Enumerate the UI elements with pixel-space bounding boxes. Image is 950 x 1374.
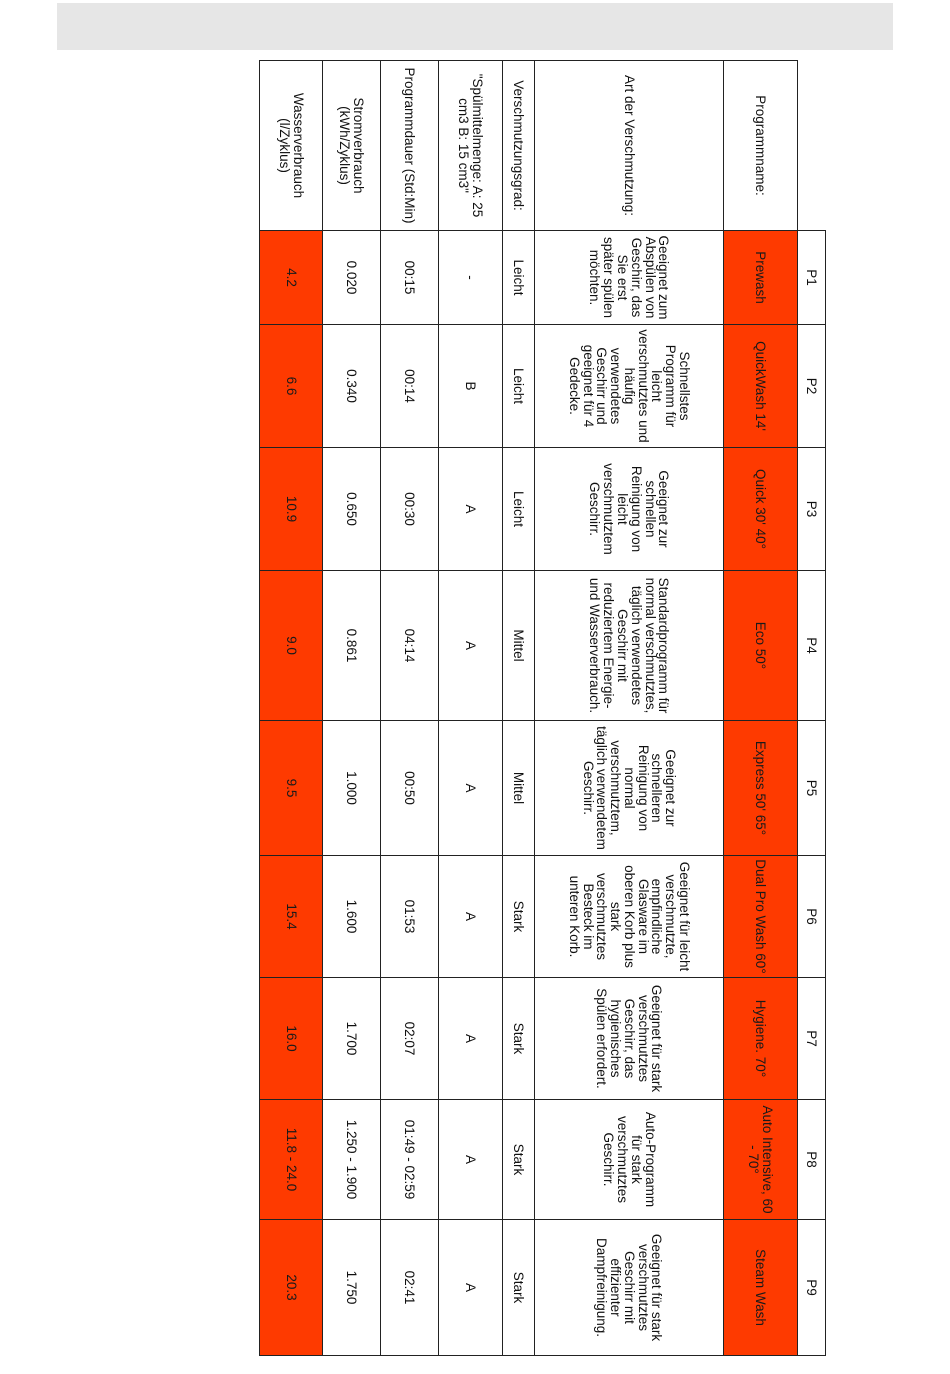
duration-cell: 04:14: [381, 571, 439, 721]
detergent-cell: -: [439, 231, 503, 325]
detergent-cell: A: [439, 978, 503, 1100]
program-id-cell: P2: [798, 325, 826, 448]
program-id-cell: P9: [798, 1220, 826, 1356]
energy-cell: 1.250 - 1.900: [323, 1100, 381, 1220]
duration-cell: 02:07: [381, 978, 439, 1100]
row-label-water: Wasserverbrauch (l/Zyklus): [260, 61, 323, 231]
description-cell: Geeignet für leicht verschmutzte, empfindliche Glasware im oberen Korb plus stark verschmutztes Besteck im unteren Korb.: [535, 856, 724, 978]
program-name-cell: Quick 30' 40°: [724, 448, 798, 571]
duration-cell: 02:41: [381, 1220, 439, 1356]
soil-level-row: [503, 61, 535, 1356]
detergent-cell: A: [439, 1100, 503, 1220]
program-table: [259, 60, 826, 1356]
program-table-wrapper: [260, 60, 950, 1342]
program-id-cell: P7: [798, 978, 826, 1100]
duration-cell: 01:49 - 02:59: [381, 1100, 439, 1220]
energy-cell: 0.861: [323, 571, 381, 721]
detergent-cell: A: [439, 571, 503, 721]
water-cell: 9.5: [260, 721, 323, 856]
program-id-cell: P1: [798, 231, 826, 325]
soil-cell: Leicht: [503, 448, 535, 571]
description-row: [535, 61, 724, 1356]
duration-cell: 00:14: [381, 325, 439, 448]
soil-cell: Stark: [503, 978, 535, 1100]
soil-cell: Stark: [503, 1220, 535, 1356]
program-id-cell: P3: [798, 448, 826, 571]
program-name-cell: Prewash: [724, 231, 798, 325]
row-label-duration: Programmdauer (Std:Min): [381, 61, 439, 231]
water-cell: 15.4: [260, 856, 323, 978]
program-id-cell: P8: [798, 1100, 826, 1220]
soil-cell: Stark: [503, 856, 535, 978]
program-name-cell: Steam Wash: [724, 1220, 798, 1356]
detergent-row: [439, 61, 503, 1356]
description-cell: Geeignet zur schnellen Reinigung von leicht verschmutztem Geschirr.: [535, 448, 724, 571]
description-cell: Auto-Programm für stark verschmutztes Geschirr.: [535, 1100, 724, 1220]
duration-row: [381, 61, 439, 1356]
program-id-cell: P5: [798, 721, 826, 856]
water-cell: 4.2: [260, 231, 323, 325]
soil-cell: Leicht: [503, 325, 535, 448]
water-cell: 11.8 - 24.0: [260, 1100, 323, 1220]
energy-cell: 0.340: [323, 325, 381, 448]
row-label-detergent: "Spülmittelmenge: A: 25 cm3 B: 15 cm3": [439, 61, 503, 231]
row-label-desc: Art der Verschmutzung:: [535, 61, 724, 231]
description-cell: Schnellstes Programm für leicht verschmutztes und häufig verwendetes Geschirr und geeignet für 4 Gedecke.: [535, 325, 724, 448]
soil-cell: Stark: [503, 1100, 535, 1220]
detergent-cell: A: [439, 1220, 503, 1356]
water-cell: 10.9: [260, 448, 323, 571]
energy-cell: 1.000: [323, 721, 381, 856]
program-id-cell: P6: [798, 856, 826, 978]
program-id-row: [798, 61, 826, 1356]
duration-cell: 00:30: [381, 448, 439, 571]
duration-cell: 01:53: [381, 856, 439, 978]
header-bar: [57, 3, 893, 50]
program-name-cell: Auto Intensive, 60 - 70°: [724, 1100, 798, 1220]
water-cell: 16.0: [260, 978, 323, 1100]
duration-cell: 00:15: [381, 231, 439, 325]
detergent-cell: A: [439, 856, 503, 978]
water-cell: 20.3: [260, 1220, 323, 1356]
energy-cell: 1.750: [323, 1220, 381, 1356]
energy-cell: 0.020: [323, 231, 381, 325]
description-cell: Geeignet zur schnelleren Reinigung von normal verschmutztem, täglich verwendetem Geschirr.: [535, 721, 724, 856]
program-name-cell: Dual Pro Wash 60°: [724, 856, 798, 978]
detergent-cell: A: [439, 721, 503, 856]
program-name-cell: Express 50' 65°: [724, 721, 798, 856]
soil-cell: Leicht: [503, 231, 535, 325]
description-cell: Geeignet für stark verschmutztes Geschirr, das hygienisches Spülen erfordert.: [535, 978, 724, 1100]
water-cell: 6.6: [260, 325, 323, 448]
program-name-cell: Eco 50°: [724, 571, 798, 721]
water-cell: 9.0: [260, 571, 323, 721]
row-label-name: Programmname:: [724, 61, 798, 231]
water-row: [260, 61, 323, 1356]
row-label-energy: Stromverbrauch (kWh/Zyklus): [323, 61, 381, 231]
program-name-cell: Hygiene. 70°: [724, 978, 798, 1100]
program-id-cell: P4: [798, 571, 826, 721]
program-name-row: [724, 61, 798, 1356]
soil-cell: Mittel: [503, 571, 535, 721]
description-cell: Standardprogramm für normal verschmutztes, täglich verwendetes Geschirr mit reduziertem Energie- und Wasserverbrauch.: [535, 571, 724, 721]
description-cell: Geeignet zum Abspülen von Geschirr, das Sie erst später spülen möchten.: [535, 231, 724, 325]
row-label-soil: Verschmutzungsgrad:: [503, 61, 535, 231]
energy-cell: 1.700: [323, 978, 381, 1100]
energy-cell: 1.600: [323, 856, 381, 978]
description-cell: Geeignet für stark verschmutztes Geschirr mit effizienter Dampfreinigung.: [535, 1220, 724, 1356]
soil-cell: Mittel: [503, 721, 535, 856]
program-name-cell: QuickWash 14': [724, 325, 798, 448]
duration-cell: 00:50: [381, 721, 439, 856]
detergent-cell: A: [439, 448, 503, 571]
detergent-cell: B: [439, 325, 503, 448]
energy-row: [323, 61, 381, 1356]
energy-cell: 0.650: [323, 448, 381, 571]
